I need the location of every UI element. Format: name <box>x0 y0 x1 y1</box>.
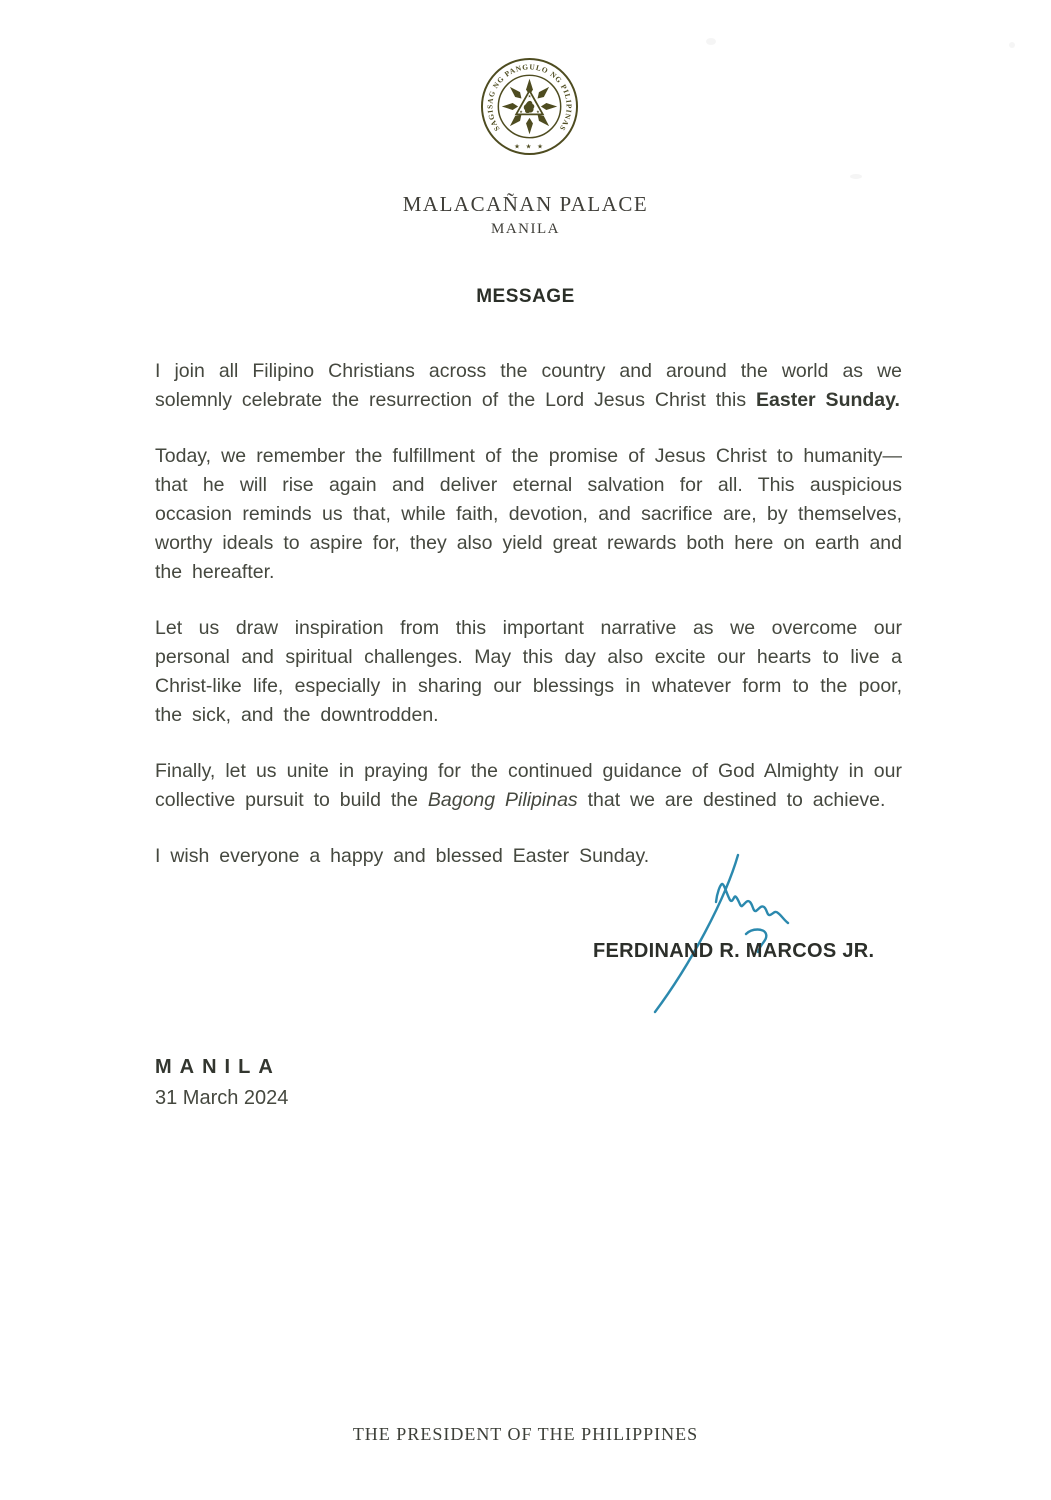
message-title: MESSAGE <box>476 286 575 307</box>
paragraph-4 <box>155 757 902 815</box>
signer-name: FERDINAND R. MARCOS JR. <box>593 940 875 962</box>
place-line: MANILA <box>155 1056 281 1078</box>
paragraph-5: I wish everyone a happy and blessed Easter Sunday. <box>155 845 650 867</box>
paragraph-4-text: Finally, let us unite in praying for the continued guidance of God Almighty in our collective pursuit to build the <box>155 760 902 811</box>
scan-artifact <box>706 38 716 45</box>
paragraph-1-text: I join all Filipino Christians across the country and around the world as we solemnly celebrate the resurrection of the Lord Jesus Christ this <box>155 360 902 411</box>
letterhead-palace: MALACAÑAN PALACE <box>402 192 649 216</box>
paragraph-4-text-2: that we are destined to achieve. <box>577 789 886 811</box>
scan-artifact <box>850 174 862 179</box>
signature-ink-icon <box>630 845 805 1020</box>
seal-ring-text: SAGISAG NG PANGULO NG PILIPINAS <box>485 62 574 133</box>
paragraph-4-italic: Bagong Pilipinas <box>427 789 578 811</box>
presidential-seal-icon <box>480 57 579 156</box>
footer-title: THE PRESIDENT OF THE PHILIPPINES <box>352 1424 699 1444</box>
scan-artifact <box>1009 42 1015 48</box>
paragraph-1-bold: Easter Sunday. <box>756 389 900 411</box>
paragraph-1 <box>155 357 902 415</box>
letterhead-city: MANILA <box>491 221 560 237</box>
paragraph-2: Today, we remember the fulfillment of the promise of Jesus Christ to humanity—that he will rise again and deliver eternal salvation for all. This auspicious occasion reminds us that, while faith, devotion, and sacrifice are, by themselves, worthy ideals to aspire for, they also yield great rewards both here on earth and the hereafter. <box>155 445 902 583</box>
paragraph-3: Let us draw inspiration from this important narrative as we overcome our personal and spiritual challenges. May this day also excite our hearts to live a Christ-like life, especially in sharing our blessings in whatever form to the poor, the sick, and the downtrodden. <box>155 617 902 726</box>
seal-corner-star-icon: ★ <box>519 108 523 114</box>
letter-body <box>155 357 902 898</box>
date-line: 31 March 2024 <box>155 1087 289 1109</box>
seal-corner-star-icon: ★ <box>536 108 540 114</box>
seal-corner-star-icon: ★ <box>527 93 532 99</box>
seal-bottom-stars: ★ ★ ★ <box>514 143 545 151</box>
